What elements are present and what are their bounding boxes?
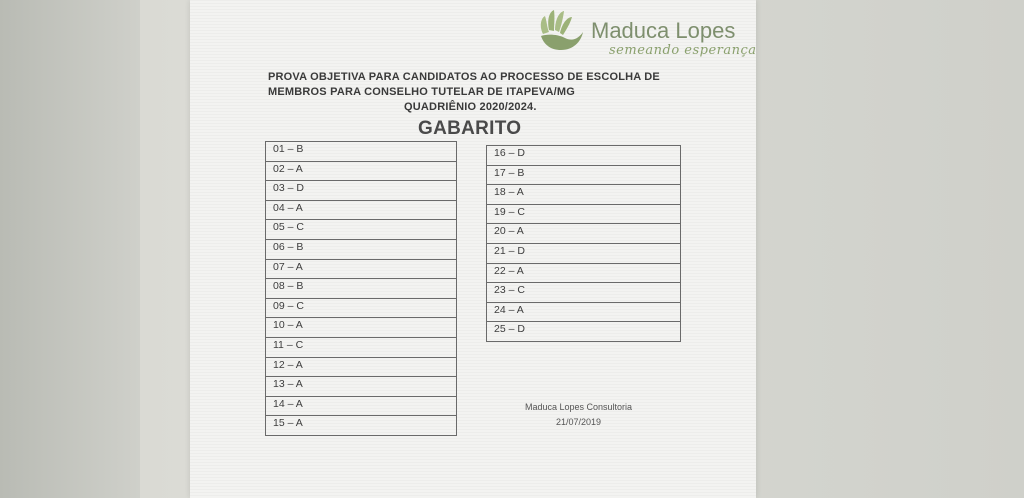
document-sheet <box>190 0 756 498</box>
answer-row <box>487 204 681 224</box>
answer-row <box>266 337 457 357</box>
footer-company: Maduca Lopes Consultoria <box>525 402 633 412</box>
answer-table-left <box>265 141 457 436</box>
answer-cell: 02 – A <box>266 161 457 181</box>
answer-cell: 05 – C <box>266 220 457 240</box>
answer-cell: 04 – A <box>266 200 457 220</box>
answer-cell: 09 – C <box>266 298 457 318</box>
answer-cell: 11 – C <box>266 337 457 357</box>
answer-row <box>487 302 681 322</box>
answer-cell: 14 – A <box>266 396 457 416</box>
answer-cell: 12 – A <box>266 357 457 377</box>
answer-row <box>487 322 681 342</box>
answer-row <box>487 224 681 244</box>
answer-row <box>266 318 457 338</box>
exam-heading <box>268 70 708 115</box>
answer-cell: 08 – B <box>266 279 457 299</box>
answer-row <box>487 243 681 263</box>
answer-cell: 25 – D <box>487 322 681 342</box>
answer-row <box>266 161 457 181</box>
answer-row <box>266 377 457 397</box>
answer-row <box>487 146 681 166</box>
answer-cell: 07 – A <box>266 259 457 279</box>
page-title: GABARITO <box>418 118 522 139</box>
answer-row <box>266 396 457 416</box>
answer-cell: 03 – D <box>266 181 457 201</box>
answer-cell: 01 – B <box>266 142 457 162</box>
answer-row <box>266 220 457 240</box>
answer-row <box>266 416 457 436</box>
answer-cell: 18 – A <box>487 185 681 205</box>
answer-cell: 22 – A <box>487 263 681 283</box>
answer-row <box>266 181 457 201</box>
answer-cell: 23 – C <box>487 283 681 303</box>
answer-row <box>487 165 681 185</box>
document-footer <box>525 400 632 430</box>
answer-row <box>266 200 457 220</box>
hand-leaf-icon <box>535 8 587 54</box>
answer-cell: 16 – D <box>487 146 681 166</box>
answer-cell: 17 – B <box>487 165 681 185</box>
heading-line-3: QUADRIÊNIO 2020/2024. <box>404 101 537 113</box>
answer-cell: 10 – A <box>266 318 457 338</box>
answer-cell: 19 – C <box>487 204 681 224</box>
heading-line-1: PROVA OBJETIVA PARA CANDIDATOS AO PROCESSO DE ESCOLHA DE <box>268 71 660 83</box>
answer-row <box>487 263 681 283</box>
answer-row <box>487 283 681 303</box>
answer-cell: 20 – A <box>487 224 681 244</box>
answer-cell: 13 – A <box>266 377 457 397</box>
footer-date: 21/07/2019 <box>556 417 602 427</box>
answer-row <box>266 298 457 318</box>
answer-row <box>266 142 457 162</box>
answer-row <box>266 357 457 377</box>
answer-row <box>266 279 457 299</box>
answer-cell: 06 – B <box>266 239 457 259</box>
heading-line-2: MEMBROS PARA CONSELHO TUTELAR DE ITAPEVA/MG <box>268 86 576 98</box>
logo-tagline: semeando esperança <box>609 43 757 58</box>
answer-row <box>487 185 681 205</box>
answer-row <box>266 259 457 279</box>
answer-row <box>266 239 457 259</box>
answer-cell: 21 – D <box>487 243 681 263</box>
answer-table-right <box>486 145 681 342</box>
logo-name: Maduca Lopes <box>591 18 736 43</box>
answer-cell: 24 – A <box>487 302 681 322</box>
company-logo <box>535 6 755 62</box>
answer-cell: 15 – A <box>266 416 457 436</box>
background-surface <box>0 0 140 498</box>
